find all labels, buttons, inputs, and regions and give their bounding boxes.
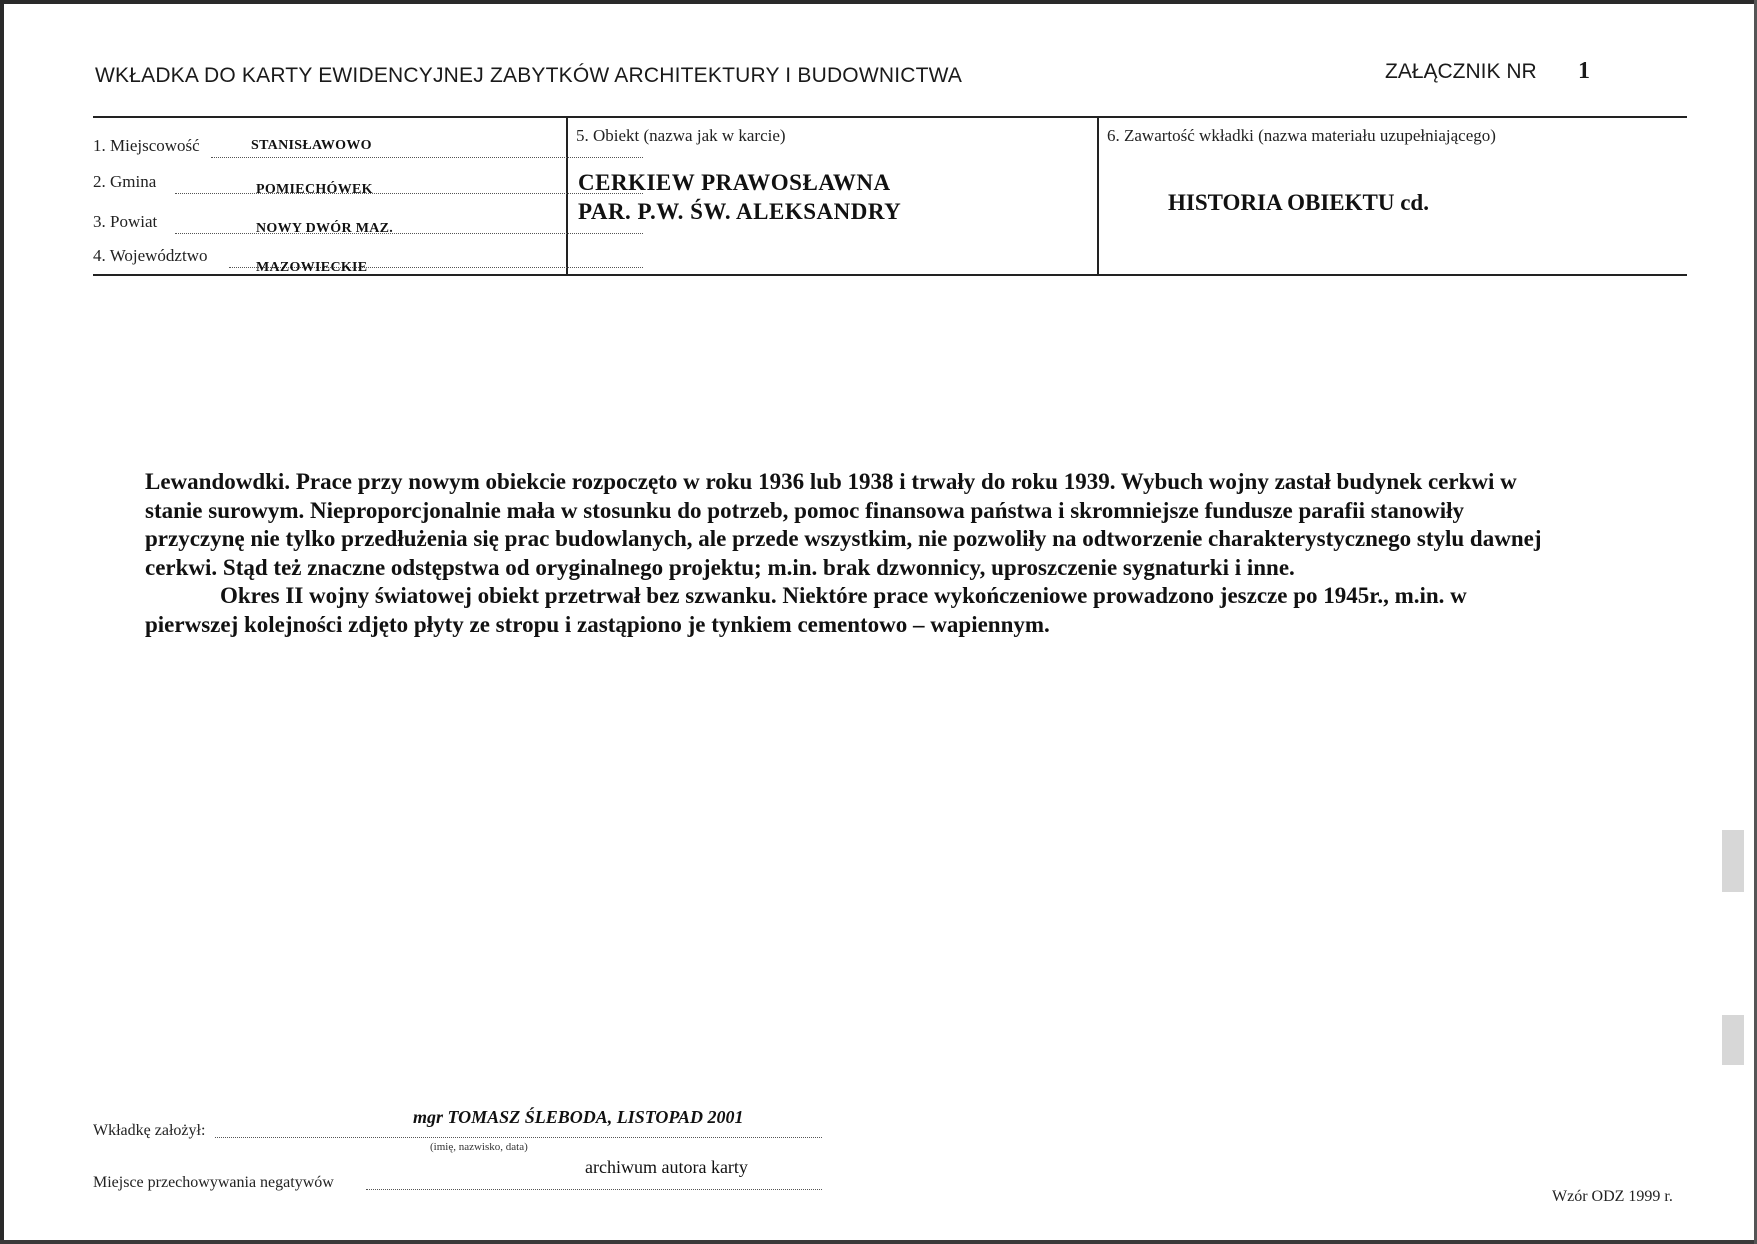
form-identifier: Wzór ODZ 1999 r. — [1552, 1188, 1673, 1205]
scan-artifact — [1722, 1015, 1744, 1065]
attachment-label: ZAŁĄCZNIK NR — [1385, 60, 1537, 83]
form-title: WKŁADKA DO KARTY EWIDENCYJNEJ ZABYTKÓW ARCHITEKTURY I BUDOWNICTWA — [95, 64, 963, 87]
scan-border-top — [0, 0, 1757, 4]
author-label: Wkładkę założył: — [93, 1122, 206, 1139]
field-label: 3. Powiat — [93, 212, 158, 231]
history-paragraph: Okres II wojny światowej obiekt przetrwał bez szwanku. Niektóre prace wykończeniowe prowadzono jeszcze po 1945r., m.in. w pierwszej kolejności zdjęto płyty ze stropu i zastąpiono je tynkiem cementowo – wapiennym. — [145, 583, 1467, 637]
field-value: STANISŁAWOWO — [251, 138, 372, 153]
table-column-divider — [1097, 117, 1099, 275]
history-text — [145, 468, 1545, 639]
field-value: NOWY DWÓR MAZ. — [256, 221, 394, 236]
dotted-line — [175, 233, 643, 234]
dotted-line — [211, 157, 643, 158]
author-value: mgr TOMASZ ŚLEBODA, LISTOPAD 2001 — [413, 1107, 744, 1127]
field-label: 2. Gmina — [93, 172, 157, 191]
object-name-line2: PAR. P.W. ŚW. ALEKSANDRY — [578, 199, 902, 224]
scan-border-bottom — [0, 1240, 1757, 1244]
object-label: 5. Obiekt (nazwa jak w karcie) — [576, 126, 786, 145]
history-paragraph: Lewandowdki. Prace przy nowym obiekcie rozpoczęto w roku 1936 lub 1938 i trwały do roku 1939. Wybuch wojny zastał budynek cerkwi w stanie surowym. Nieproporcjonalnie mała w stosunku do potrzeb, pomoc finansowa państwa i skromniejsze fundusze parafii stanowiły przyczynę nie tylko przedłużenia się prac budowlanych, ale przede wszystkim, nie pozwoliły na odtworzenie charakterystycznego stylu dawnej cerkwi. Stąd też znaczne odstępstwa od oryginalnego projektu; m.in. brak dzwonnicy, uproszczenie sygnaturki i inne. — [145, 469, 1542, 580]
field-commune — [93, 172, 548, 198]
negatives-value: archiwum autora karty — [585, 1157, 748, 1177]
field-locality — [93, 136, 548, 162]
field-label: 4. Województwo — [93, 246, 208, 265]
table-top-rule — [93, 116, 1687, 118]
dotted-line — [175, 193, 643, 194]
field-county — [93, 212, 548, 238]
field-voivodeship — [93, 246, 548, 275]
negatives-label: Miejsce przechowywania negatywów — [93, 1174, 334, 1191]
author-caption: (imię, nazwisko, data) — [430, 1141, 528, 1153]
field-value: POMIECHÓWEK — [256, 182, 373, 197]
table-column-divider — [566, 117, 568, 275]
contents-value: HISTORIA OBIEKTU cd. — [1168, 190, 1429, 215]
field-value: MAZOWIECKIE — [256, 260, 368, 275]
attachment-number: 1 — [1578, 58, 1590, 84]
scan-border-left — [0, 0, 4, 1244]
dotted-line — [215, 1137, 822, 1138]
field-label: 1. Miejscowość — [93, 136, 200, 155]
dotted-line — [366, 1189, 822, 1190]
object-name-line1: CERKIEW PRAWOSŁAWNA — [578, 170, 891, 195]
contents-label: 6. Zawartość wkładki (nazwa materiału uzupełniającego) — [1107, 126, 1496, 145]
scan-artifact — [1722, 830, 1744, 892]
